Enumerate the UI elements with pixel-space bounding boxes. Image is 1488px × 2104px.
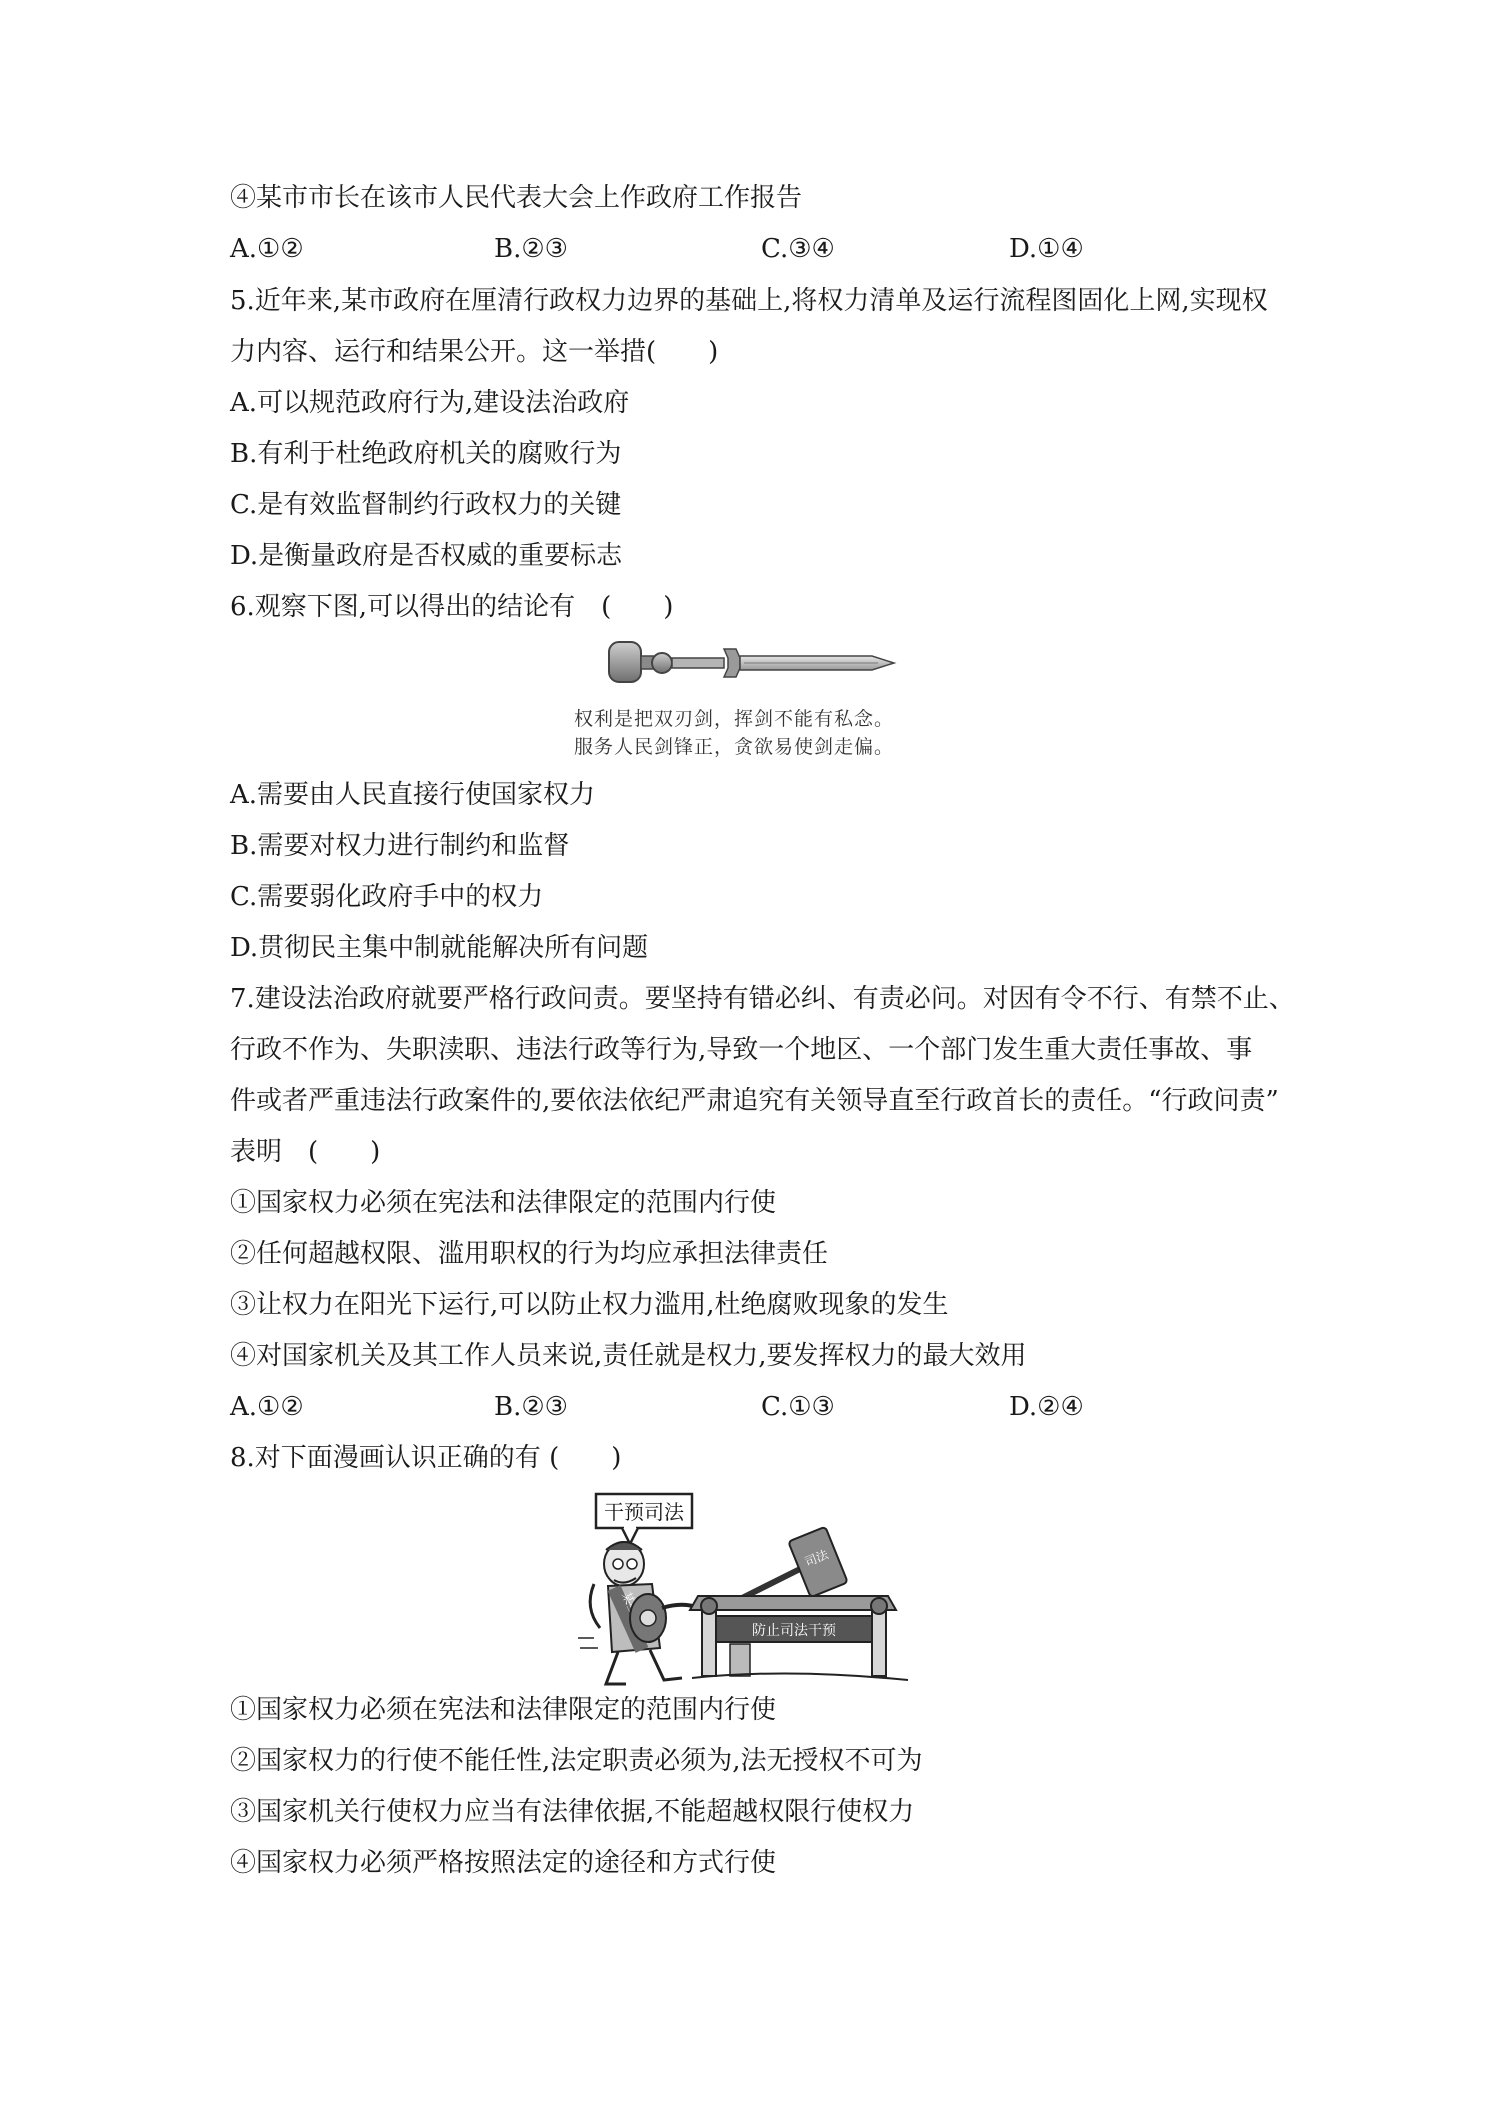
q7-item-1: ①国家权力必须在宪法和法律限定的范围内行使 <box>230 1188 777 1218</box>
q6-option-d: D.贯彻民主集中制就能解决所有问题 <box>230 933 649 963</box>
q8-item-1: ①国家权力必须在宪法和法律限定的范围内行使 <box>230 1695 777 1725</box>
q6-option-c: C.需要弱化政府手中的权力 <box>230 882 544 912</box>
q5-stem-line-2: 力内容、运行和结果公开。这一举措( ) <box>230 337 719 367</box>
q7-stem-line-4: 表明 ( ) <box>230 1137 381 1167</box>
sword-caption-line-1: 权利是把双刃剑，挥剑不能有私念。 <box>574 708 895 730</box>
gavel-icon <box>742 1527 848 1598</box>
q4-option-b: B.②③ <box>494 234 568 264</box>
sword-icon <box>606 637 898 689</box>
q6-stem: 6.观察下图,可以得出的结论有 ( ) <box>230 592 674 622</box>
q5-stem-line-1: 5.近年来,某市政府在厘清行政权力边界的基础上,将权力清单及运行流程图固化上网,实现权 <box>230 286 1268 316</box>
q7-stem-line-1: 7.建设法治政府就要严格行政问责。要坚持有错必纠、有责必问。对因有令不行、有禁不止、 <box>230 984 1295 1014</box>
q5-option-b: B.有利于杜绝政府机关的腐败行为 <box>230 439 622 469</box>
q4-option-c: C.③④ <box>761 234 835 264</box>
q6-option-a: A.需要由人民直接行使国家权力 <box>230 780 596 810</box>
q7-item-2: ②任何超越权限、滥用职权的行为均应承担法律责任 <box>230 1239 829 1269</box>
q4-option-d: D.①④ <box>1009 234 1084 264</box>
q4-item-4: ④某市市长在该市人民代表大会上作政府工作报告 <box>230 183 803 213</box>
bench-label: 防止司法干预 <box>752 1623 836 1639</box>
sword-caption-line-2: 服务人民剑锋正，贪欲易使剑走偏。 <box>574 736 895 758</box>
q5-option-d: D.是衡量政府是否权威的重要标志 <box>230 541 623 571</box>
cartoon-figure <box>578 1488 914 1688</box>
q8-item-3: ③国家机关行使权力应当有法律依据,不能超越权限行使权力 <box>230 1797 915 1827</box>
q7-option-c: C.①③ <box>761 1392 835 1422</box>
q7-option-a: A.①② <box>230 1392 304 1422</box>
speech-bubble-text: 干预司法 <box>604 1500 684 1524</box>
q7-option-b: B.②③ <box>494 1392 568 1422</box>
q7-option-d: D.②④ <box>1009 1392 1084 1422</box>
official-figure <box>578 1542 706 1684</box>
gavel-label: 司法 <box>802 1547 831 1570</box>
q6-option-b: B.需要对权力进行制约和监督 <box>230 831 570 861</box>
barrier-bench <box>690 1596 908 1680</box>
q4-option-a: A.①② <box>230 234 304 264</box>
q7-item-3: ③让权力在阳光下运行,可以防止权力滥用,杜绝腐败现象的发生 <box>230 1290 949 1320</box>
q7-stem-line-2: 行政不作为、失职渎职、违法行政等行为,导致一个地区、一个部门发生重大责任事故、事 <box>230 1035 1253 1065</box>
q7-item-4: ④对国家机关及其工作人员来说,责任就是权力,要发挥权力的最大效用 <box>230 1341 1027 1371</box>
q8-item-2: ②国家权力的行使不能任性,法定职责必须为,法无授权不可为 <box>230 1746 923 1776</box>
q8-item-4: ④国家权力必须严格按照法定的途径和方式行使 <box>230 1848 777 1878</box>
q8-stem: 8.对下面漫画认识正确的有 ( ) <box>230 1443 622 1473</box>
q5-option-c: C.是有效监督制约行政权力的关键 <box>230 490 622 520</box>
q7-stem-line-3: 件或者严重违法行政案件的,要依法依纪严肃追究有关领导直至行政首长的责任。“行政问责” <box>230 1086 1279 1116</box>
q5-option-a: A.可以规范政府行为,建设法治政府 <box>230 388 630 418</box>
speech-bubble <box>596 1494 692 1544</box>
